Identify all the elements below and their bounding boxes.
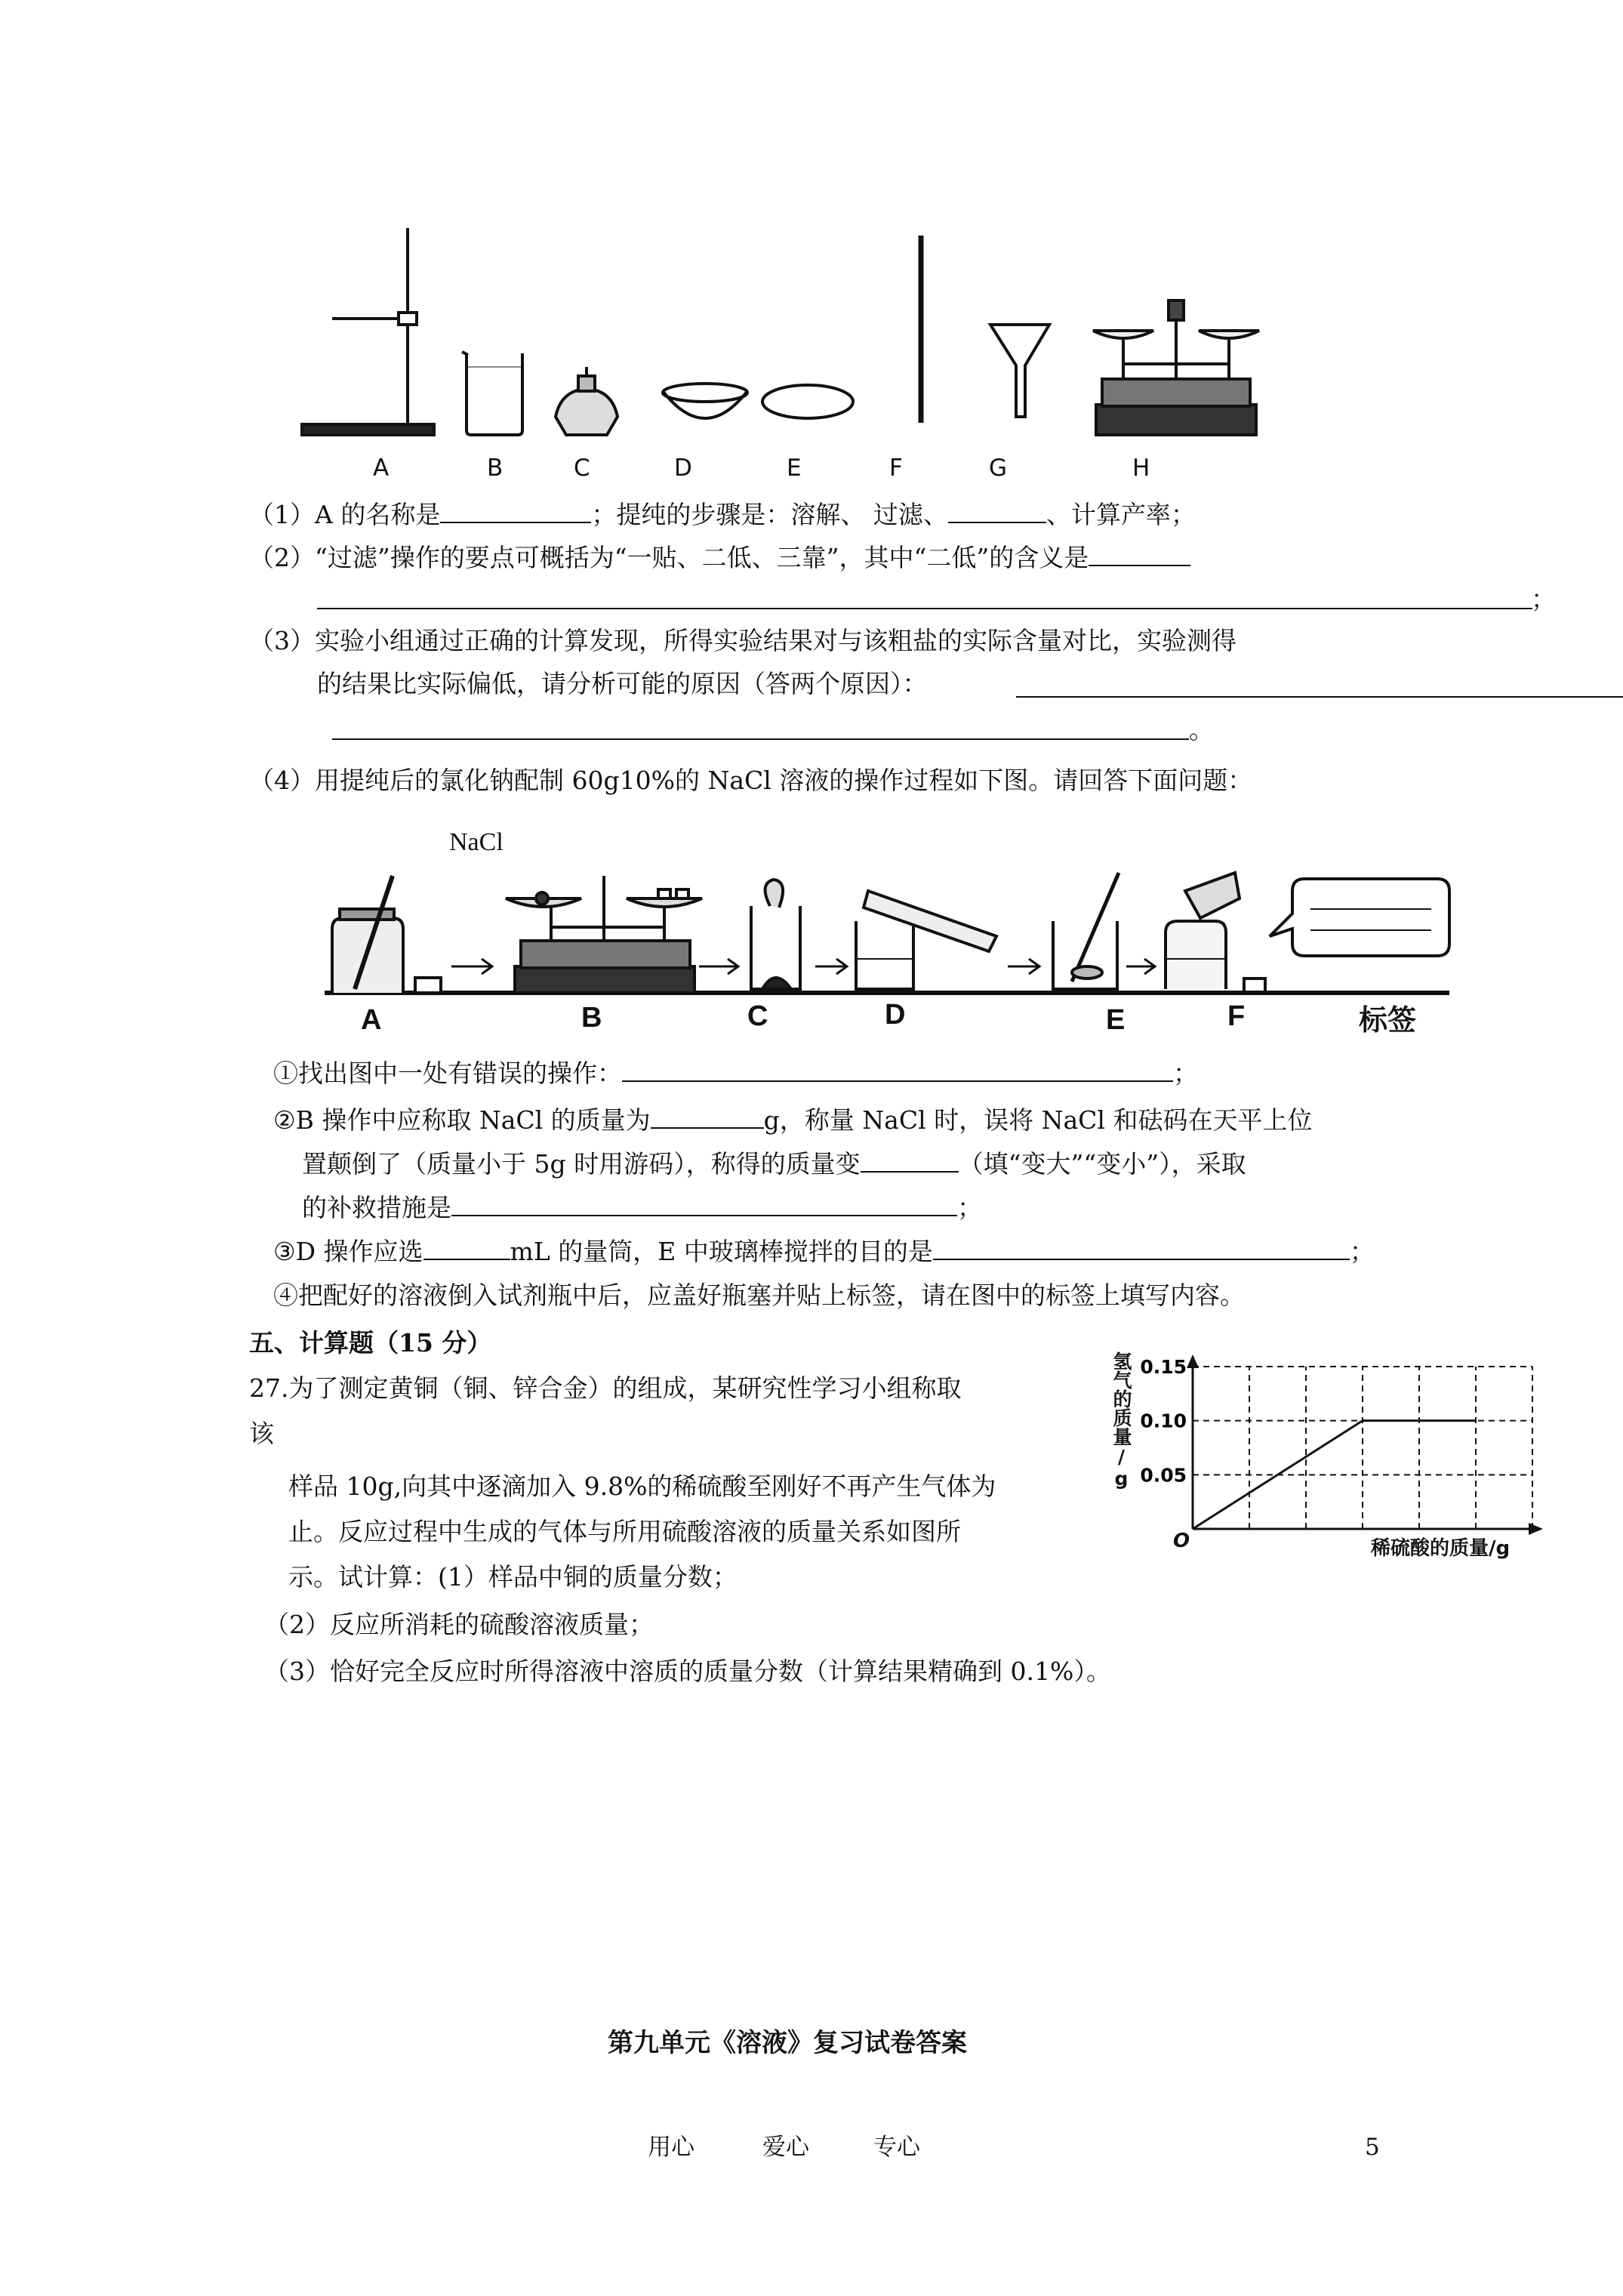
q3-line1: （3）实验小组通过正确的计算发现，所得实验结果对与该粗盐的实际含量对比，实验测得 [249,626,1236,655]
q27-line2: 样品 10g,向其中逐滴加入 9.8%的稀硫酸至刚好不再产生气体为 [288,1472,996,1501]
step-label-e: E [1106,1004,1126,1036]
s2-line1 [273,1102,1312,1139]
footer-left: 用心 [648,2134,694,2161]
apparatus-label-e: E [787,455,802,482]
s3-text: ③D 操作应选 [273,1237,423,1266]
q27-line3: 止。反应过程中生成的气体与所用硫酸溶液的质量关系如图所 [288,1517,961,1546]
chart-xlabel: 稀硫酸的质量/g [1371,1537,1511,1560]
apparatus-label-d: D [674,455,692,482]
section5-title: 五、计算题（15 分） [249,1328,492,1358]
s3-line [273,1234,1375,1270]
reagent-jar-icon [332,876,441,993]
label-tag-icon [1270,879,1449,956]
nacl-process-drawing [317,846,1464,1012]
s2-line2b: （填“变大”“变小”），采取 [958,1149,1246,1179]
q3-line2 [317,666,928,702]
apparatus-label-c: C [574,455,590,482]
q3-end: 。 [1189,715,1214,744]
apparatus-label-a: A [373,455,390,482]
q27-line1b: 该 [249,1419,274,1448]
page-number: 5 [1365,2134,1380,2161]
step-label-d: D [885,999,906,1031]
q2-blank-long[interactable] [317,608,1532,609]
step-label-b: B [581,1002,602,1034]
s1-end: ； [1173,1059,1198,1088]
s3-mid: mL 的量筒，E 中玻璃棒搅拌的目的是 [510,1237,933,1266]
iron-stand-icon [302,228,434,435]
s2-mid: g，称量 NaCl 时，误将 NaCl 和砝码在天平上位 [763,1105,1313,1135]
apparatus-label-h: H [1132,455,1150,482]
tag-label: 标签 [1359,1005,1417,1037]
y-tick-labels [1140,1356,1187,1486]
footer-mid: 爱心 [762,2134,809,2161]
answer-title: 第九单元《溶液》复习试卷答案 [608,2028,967,2058]
apparatus-drawing [294,219,1276,453]
y-tick-label-0: 0.15 [1140,1356,1187,1378]
q1-mid: ；提纯的步骤是：溶解、 过滤、 [591,500,948,529]
weighing-balance-icon [506,876,702,993]
y-tick-label-2: 0.05 [1140,1464,1187,1487]
s2-text: ②B 操作中应称取 NaCl 的质量为 [273,1105,651,1135]
beaker-icon [462,352,522,435]
hydrogen-chart [1095,1351,1563,1563]
q2-text: （2）“过滤”操作的要点可概括为“一贴、二低、三靠”，其中“二低”的含义是 [249,543,1089,572]
s2-end: ； [957,1193,982,1222]
q4-line1: （4）用提纯后的氯化钠配制 60g10%的 NaCl 溶液的操作过程如下图。请回答下面问题： [249,766,1253,795]
nacl-reagent-label: NaCl [449,828,504,856]
beaker-stirring-icon [1053,873,1119,989]
s3-blank-purpose[interactable] [933,1236,1350,1260]
q27-line6: （3）恰好完全反应时所得溶液中溶质的质量分数（计算结果精确到 0.1%）。 [264,1657,1111,1686]
q27-line5: （2）反应所消耗的硫酸溶液质量； [264,1610,654,1639]
q1-blank-name[interactable] [440,499,591,523]
s1-blank[interactable] [622,1058,1173,1082]
q1-line [249,497,1196,533]
q1-post: 、计算产率； [1046,500,1196,529]
s2-blank-change[interactable] [861,1148,959,1173]
q27-line1: 27.为了测定黄铜（铜、锌合金）的组成，某研究性学习小组称取 [249,1373,962,1403]
q3-blank-1[interactable] [1016,696,1623,698]
balance-icon [1093,300,1259,435]
s2-line3-text: 的补救措施是 [302,1193,451,1222]
funnel-icon [990,325,1049,417]
chart-svg [1095,1351,1563,1563]
apparatus-label-b: B [487,455,504,482]
q1-pre: （1）A 的名称是 [249,500,441,529]
s4-line: ④把配好的溶液倒入试剂瓶中后，应盖好瓶塞并贴上标签，请在图中的标签上填写内容。 [273,1281,1245,1310]
s3-blank-volume[interactable] [423,1236,510,1260]
nacl-process-figure [317,846,1464,1012]
q3-blank-2[interactable] [332,738,1189,740]
q3-text: 的结果比实际偏低，请分析可能的原因（答两个原因）： [317,669,928,698]
q2-blank-inline[interactable] [1089,542,1190,566]
step-label-c: C [747,1000,768,1032]
s2-line3 [302,1190,982,1226]
s3-end: ； [1349,1237,1375,1266]
x-axis-arrow [1529,1523,1543,1535]
y-axis-arrow [1187,1354,1199,1368]
s2-line2 [302,1146,1246,1182]
step-label-a: A [361,1004,382,1036]
reagent-bottle-icon [1166,873,1265,992]
s1-text: ①找出图中一处有错误的操作： [273,1059,622,1088]
beaker-solid-icon [751,880,800,989]
chart-origin: O [1173,1530,1190,1552]
apparatus-label-f: F [889,455,903,482]
q1-blank-step[interactable] [948,499,1046,523]
alcohol-lamp-icon [556,367,617,435]
y-tick-label-1: 0.10 [1140,1410,1187,1432]
s2-blank-mass[interactable] [651,1105,764,1129]
step-label-f: F [1227,1000,1246,1032]
chart-grid [1193,1367,1532,1529]
chart-ylabel: 氢气的质量/g [1110,1351,1132,1490]
s2-blank-remedy[interactable] [451,1192,957,1216]
s2-line2a: 置颠倒了（质量小于 5g 时用游码），称得的质量变 [302,1149,861,1179]
footer-right: 专心 [873,2134,920,2161]
q27-line4: 示。试计算：(1）样品中铜的质量分数； [288,1562,738,1592]
apparatus-figure [294,219,1276,453]
q2-line1 [249,540,1190,576]
beaker-pouring-icon [856,891,996,989]
s1-line [273,1056,1198,1092]
apparatus-label-g: G [989,455,1008,482]
watch-glass-icon [762,385,853,418]
evaporating-dish-icon [663,384,747,418]
q2-end: ； [1531,584,1556,614]
